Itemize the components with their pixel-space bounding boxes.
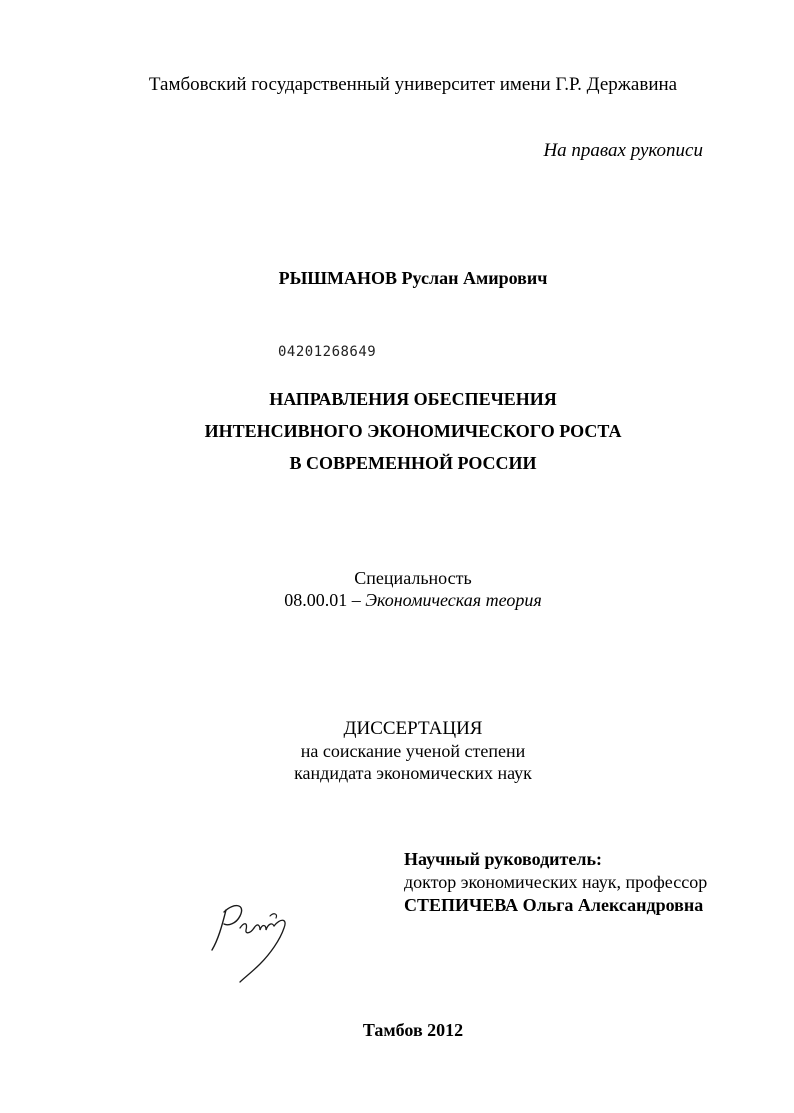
title-line-1: НАПРАВЛЕНИЯ ОБЕСПЕЧЕНИЯ <box>269 389 557 409</box>
university-name: Тамбовский государственный университет имени Г.Р. Державина <box>148 74 678 95</box>
dissertation-line-2: кандидата экономических наук <box>294 763 532 783</box>
handwritten-signature <box>200 888 310 988</box>
dissertation-title <box>0 383 794 479</box>
manuscript-note: На правах рукописи <box>543 140 703 161</box>
specialty-code: 08.00.01 <box>284 590 348 610</box>
author-given-names: Руслан Амирович <box>401 268 548 288</box>
dissertation-type-block <box>0 718 794 784</box>
supervisor-degree: доктор экономических наук, профессор <box>404 872 708 892</box>
specialty-code-line <box>0 589 794 611</box>
dissertation-line-1: на соискание ученой степени <box>300 741 526 761</box>
specialty-block <box>0 567 794 611</box>
supervisor-label: Научный руководитель: <box>404 849 602 869</box>
specialty-name: Экономическая теория <box>365 590 542 610</box>
catalog-number: 04201268649 <box>278 344 377 360</box>
title-line-3: В СОВРЕМЕННОЙ РОССИИ <box>289 453 537 473</box>
author-surname: РЫШМАНОВ <box>278 268 398 288</box>
specialty-label: Специальность <box>354 568 472 588</box>
title-line-2: ИНТЕНСИВНОГО ЭКОНОМИЧЕСКОГО РОСТА <box>204 421 622 441</box>
city-year: Тамбов 2012 <box>362 1020 464 1040</box>
author-name <box>0 268 794 289</box>
supervisor-name: СТЕПИЧЕВА Ольга Александровна <box>404 895 704 915</box>
dissertation-heading: ДИССЕРТАЦИЯ <box>343 718 483 739</box>
specialty-dash: – <box>347 590 366 610</box>
supervisor-block <box>404 848 707 917</box>
